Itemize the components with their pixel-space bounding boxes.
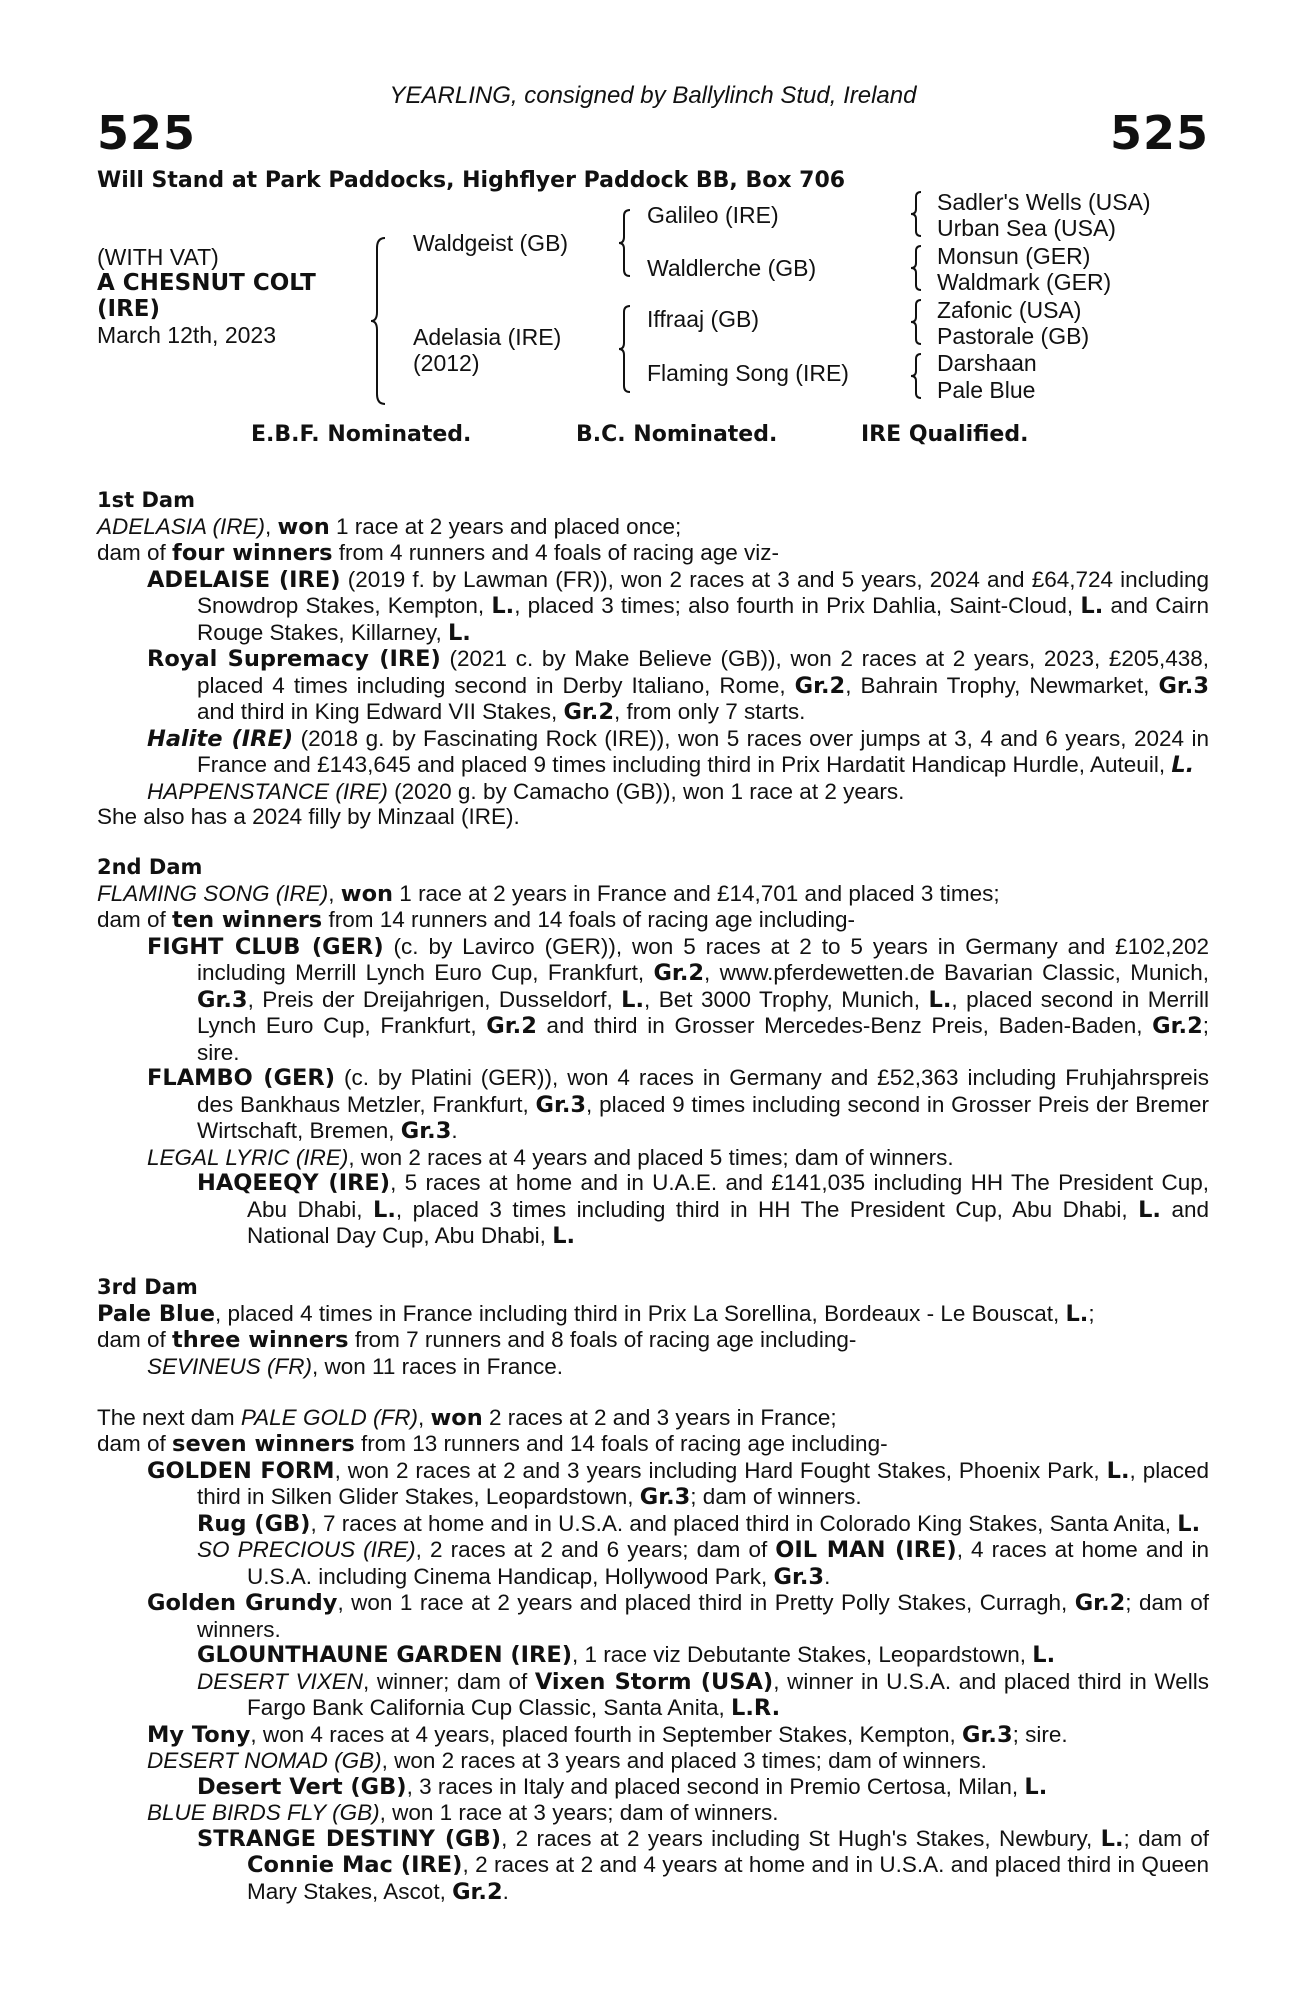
highlighted-text: FLAMING SONG (IRE) xyxy=(97,880,329,906)
highlighted-text: L. xyxy=(447,619,471,646)
record-entry xyxy=(97,1145,1209,1171)
record-text: ; dam of winners. xyxy=(197,1590,1209,1642)
highlighted-text: Gr.2 xyxy=(653,960,705,986)
record-text: , Preis der Dreijahrigen, Dusseldorf, xyxy=(247,986,622,1012)
pedigree-brace xyxy=(617,304,633,394)
record-entry xyxy=(97,934,1209,1066)
record-text: , 2 races at 2 and 6 years; dam of xyxy=(415,1537,776,1562)
pedigree-brace xyxy=(909,190,923,238)
highlighted-text: Gr.3 xyxy=(773,1563,825,1590)
record-entry xyxy=(97,646,1209,726)
consignment-line: YEARLING, consigned by Ballylinch Stud, Ireland xyxy=(389,82,917,109)
record-entry xyxy=(97,1301,1209,1328)
record-text: , xyxy=(264,513,278,539)
record-text: (c. by Platini (GER)), won 4 races in Germany and £52,363 including Fruhjahrspreis des Bankhaus Metzler, Frankfurt, xyxy=(197,1065,1209,1117)
stabling-location: Will Stand at Park Paddocks, Highflyer Paddock BB, Box 706 xyxy=(97,168,846,193)
highlighted-text: Gr.3 xyxy=(962,1721,1013,1748)
record-entry xyxy=(97,1722,1209,1749)
highlighted-text: PALE GOLD (FR) xyxy=(240,1404,418,1430)
bc-nominated: B.C. Nominated. xyxy=(576,422,778,447)
record-text: , 3 races in Italy and placed second in Premio Certosa, Milan, xyxy=(406,1773,1025,1799)
highlighted-text: Golden Grundy xyxy=(147,1590,338,1616)
record-text: , won 4 races at 4 years, placed fourth in September Stakes, Kempton, xyxy=(250,1721,963,1747)
record-entry xyxy=(97,779,1209,805)
highlighted-text: DESERT VIXEN xyxy=(197,1668,364,1694)
ancestor-g4: Waldmark (GER) xyxy=(937,269,1112,295)
record-text: (2019 f. by Lawman (FR)), won 2 races at 3 and 5 years, 2024 and £64,724 including Snowdrop Stakes, Kempton, xyxy=(197,566,1209,618)
record-text: , 1 race viz Debutante Stakes, Leopardstown, xyxy=(572,1642,1033,1667)
highlighted-text: GLOUNTHAUNE GARDEN (IRE) xyxy=(197,1642,572,1668)
ancestor-g1: Sadler's Wells (USA) xyxy=(937,189,1151,215)
section-heading: 2nd Dam xyxy=(97,855,203,879)
record-text: (2020 g. by Camacho (GB)), won 1 race at 2 years. xyxy=(387,778,905,804)
highlighted-text: STRANGE DESTINY (GB) xyxy=(197,1825,502,1852)
lot-number-right: 525 xyxy=(1109,106,1209,160)
record-entry xyxy=(97,1774,1209,1801)
record-entry xyxy=(97,1431,1209,1458)
ancestor-g3: Monsun (GER) xyxy=(937,243,1091,269)
record-entry xyxy=(97,1826,1209,1906)
highlighted-text: Gr.3 xyxy=(535,1091,587,1118)
ancestor-g2: Urban Sea (USA) xyxy=(937,215,1116,241)
highlighted-text: FIGHT CLUB (GER) xyxy=(147,933,384,960)
highlighted-text: three winners xyxy=(172,1327,349,1353)
record-entry xyxy=(97,804,1209,830)
record-entry xyxy=(97,1748,1209,1774)
record-text: from 4 runners and 4 foals of racing age viz- xyxy=(332,540,780,565)
highlighted-text: L. xyxy=(1065,1300,1089,1327)
record-entry xyxy=(97,1405,1209,1432)
record-text: . xyxy=(451,1118,458,1143)
record-entry xyxy=(97,726,1209,779)
record-text: ; dam of xyxy=(1123,1825,1210,1851)
record-entry xyxy=(97,1511,1209,1538)
ebf-nominated: E.B.F. Nominated. xyxy=(251,422,472,447)
highlighted-text: Gr.2 xyxy=(452,1878,503,1905)
highlighted-text: seven winners xyxy=(172,1431,355,1457)
highlighted-text: L.R. xyxy=(731,1695,781,1721)
highlighted-text: L. xyxy=(552,1223,576,1249)
highlighted-text: HAQEEQY (IRE) xyxy=(197,1170,391,1196)
record-entry xyxy=(97,1669,1209,1722)
highlighted-text: L. xyxy=(1100,1825,1124,1852)
record-text: . xyxy=(502,1878,509,1904)
catalogue-page xyxy=(97,80,1209,1905)
record-text: , won 2 races at 2 and 3 years including Hard Fought Stakes, Phoenix Park, xyxy=(334,1457,1107,1483)
ancestor-g5: Zafonic (USA) xyxy=(937,297,1082,323)
record-text: , placed 9 times including second in Grosser Preis der Bremer Wirtschaft, Bremen, xyxy=(197,1091,1209,1143)
record-text: . xyxy=(824,1563,831,1589)
record-entry xyxy=(97,1170,1209,1250)
dam-name: Adelasia (IRE) xyxy=(413,324,562,350)
highlighted-text: L. xyxy=(1032,1642,1056,1668)
highlighted-text: Connie Mac (IRE) xyxy=(247,1852,463,1878)
highlighted-text: L. xyxy=(621,986,645,1013)
highlighted-text: LEGAL LYRIC (IRE) xyxy=(147,1144,349,1170)
highlighted-text: L. xyxy=(1171,752,1195,778)
highlighted-text: Vixen Storm (USA) xyxy=(534,1668,774,1695)
highlighted-text: SO PRECIOUS (IRE) xyxy=(197,1537,416,1562)
record-text: , placed third in Silken Glider Stakes, Leopardstown, xyxy=(197,1457,1210,1509)
dam-dam: Flaming Song (IRE) xyxy=(647,360,849,386)
highlighted-text: FLAMBO (GER) xyxy=(147,1065,336,1091)
sire-sire: Galileo (IRE) xyxy=(647,202,779,228)
record-text: dam of xyxy=(97,907,173,932)
highlighted-text: OIL MAN (IRE) xyxy=(775,1537,957,1563)
nominations-row xyxy=(97,422,1209,484)
highlighted-text: HAPPENSTANCE (IRE) xyxy=(147,778,388,804)
record-entry xyxy=(97,907,1209,934)
record-entry xyxy=(97,1537,1209,1590)
record-entry xyxy=(97,1590,1209,1642)
record-text: dam of xyxy=(97,1327,173,1352)
highlighted-text: Gr.2 xyxy=(563,699,615,725)
highlighted-text: L. xyxy=(491,593,515,619)
pedigree-brace xyxy=(909,352,923,400)
highlighted-text: L. xyxy=(1080,593,1104,619)
vat-note: (WITH VAT) xyxy=(97,244,219,270)
highlighted-text: ADELAISE (IRE) xyxy=(147,566,341,593)
lot-number-row xyxy=(97,106,1209,166)
produce-record xyxy=(97,488,1209,1905)
record-entry xyxy=(97,881,1209,908)
highlighted-text: GOLDEN FORM xyxy=(147,1457,335,1484)
record-text: , won 1 race at 3 years; dam of winners. xyxy=(379,1800,779,1825)
highlighted-text: ten winners xyxy=(172,907,323,933)
highlighted-text: Gr.3 xyxy=(400,1118,452,1144)
highlighted-text: DESERT NOMAD (GB) xyxy=(147,1748,382,1773)
highlighted-text: won xyxy=(340,880,394,907)
record-text: , xyxy=(328,880,341,906)
record-entry xyxy=(97,1642,1209,1669)
pedigree-brace xyxy=(617,208,633,278)
highlighted-text: Rug (GB) xyxy=(197,1510,311,1537)
record-text: , 5 races at home and in U.A.E. and £141,035 including HH The President Cup, Abu Dhabi, xyxy=(247,1170,1209,1222)
ire-qualified: IRE Qualified. xyxy=(861,422,1029,447)
highlighted-text: Royal Supremacy (IRE) xyxy=(147,646,441,672)
record-text: 1 race at 2 years in France and £14,701 and placed 3 times; xyxy=(393,880,1000,906)
record-text: from 13 runners and 14 foals of racing age including- xyxy=(354,1431,888,1456)
highlighted-text: Pale Blue xyxy=(97,1300,216,1327)
record-text: (c. by Lavirco (GER)), won 5 races at 2 to 5 years in Germany and £102,202 including Merrill Lynch Euro Cup, Frankfurt, xyxy=(197,933,1209,985)
record-text: , Bahrain Trophy, Newmarket, xyxy=(845,672,1159,698)
record-text: 1 race at 2 years and placed once; xyxy=(329,513,682,539)
dam-section xyxy=(97,1379,1209,1905)
highlighted-text: ADELASIA (IRE) xyxy=(97,513,265,539)
record-text: , won 11 races in France. xyxy=(312,1353,563,1379)
record-entry xyxy=(97,514,1209,541)
record-text: ; xyxy=(1088,1300,1095,1326)
record-text: , from only 7 starts. xyxy=(614,699,806,724)
dam-section xyxy=(97,830,1209,1250)
dam-section xyxy=(97,1250,1209,1380)
record-text: dam of xyxy=(97,540,173,565)
record-text: and National Day Cup, Abu Dhabi, xyxy=(247,1196,1209,1248)
record-text: dam of xyxy=(97,1431,173,1456)
highlighted-text: Gr.2 xyxy=(486,1013,537,1039)
record-text: , 2 races at 2 years including St Hugh's Stakes, Newbury, xyxy=(501,1825,1101,1851)
record-text: from 14 runners and 14 foals of racing age including- xyxy=(322,907,856,932)
dam-section xyxy=(97,488,1209,830)
highlighted-text: L. xyxy=(1138,1196,1161,1223)
record-text: ; dam of winners. xyxy=(690,1484,862,1509)
record-entry xyxy=(97,1800,1209,1826)
sire-dam: Waldlerche (GB) xyxy=(647,255,817,281)
record-text: , 2 races at 2 and 4 years at home and in U.S.A. and placed third in Queen Mary Stakes, Ascot, xyxy=(247,1852,1209,1904)
pedigree-brace xyxy=(369,236,389,406)
record-text: , 7 races at home and in U.S.A. and placed third in Colorado King Stakes, Santa Anita, xyxy=(310,1510,1178,1536)
ancestor-g6: Pastorale (GB) xyxy=(937,323,1090,349)
highlighted-text: Halite (IRE) xyxy=(147,725,294,752)
highlighted-text: L. xyxy=(373,1196,396,1223)
record-text: , winner; dam of xyxy=(363,1668,535,1694)
record-text: and third in King Edward VII Stakes, xyxy=(197,699,564,724)
record-text: , won 2 races at 3 years and placed 3 times; dam of winners. xyxy=(381,1748,987,1773)
pedigree-brace xyxy=(909,298,923,346)
highlighted-text: My Tony xyxy=(147,1721,251,1748)
highlighted-text: L. xyxy=(1024,1773,1048,1800)
section-heading: 1st Dam xyxy=(97,488,195,512)
dam-sire: Iffraaj (GB) xyxy=(647,306,760,332)
record-text: , Bet 3000 Trophy, Munich, xyxy=(644,986,929,1012)
highlighted-text: Gr.2 xyxy=(794,672,846,699)
highlighted-text: SEVINEUS (FR) xyxy=(147,1353,313,1379)
highlighted-text: four winners xyxy=(172,540,333,566)
record-text: 2 races at 2 and 3 years in France; xyxy=(482,1404,837,1430)
record-text: ; sire. xyxy=(1012,1721,1068,1747)
record-text: The next dam xyxy=(97,1404,241,1430)
highlighted-text: won xyxy=(277,513,330,540)
record-text: (2018 g. by Fascinating Rock (IRE)), won 5 races over jumps at 3, 4 and 6 years, 2024 in France and £143,645 and placed 9 times including third in Prix Hardatit Handicap Hurdle, Auteuil, xyxy=(197,725,1210,777)
record-entry xyxy=(97,1354,1209,1380)
sire-name: Waldgeist (GB) xyxy=(413,230,569,256)
highlighted-text: Desert Vert (GB) xyxy=(197,1773,407,1800)
highlighted-text: Gr.3 xyxy=(1158,672,1210,699)
record-text: (2021 c. by Make Believe (GB)), won 2 races at 2 years, 2023, £205,438, placed 4 times including second in Derby Italiano, Rome, xyxy=(197,646,1209,698)
foaling-date: March 12th, 2023 xyxy=(97,322,277,348)
record-text: , won 1 race at 2 years and placed third in Pretty Polly Stakes, Curragh, xyxy=(337,1590,1075,1615)
record-text: , placed 3 times including third in HH The President Cup, Abu Dhabi, xyxy=(395,1196,1139,1222)
record-text: , placed second in Merrill Lynch Euro Cup, Frankfurt, xyxy=(197,986,1209,1038)
record-entry xyxy=(97,567,1209,647)
highlighted-text: L. xyxy=(928,986,952,1013)
highlighted-text: BLUE BIRDS FLY (GB) xyxy=(147,1800,380,1825)
highlighted-text: L. xyxy=(1177,1510,1201,1537)
record-text: , www.pferdewetten.de Bavarian Classic, Munich, xyxy=(704,960,1210,985)
pedigree-brace xyxy=(909,244,923,292)
lot-title-country: (IRE) xyxy=(97,296,161,322)
highlighted-text: Gr.2 xyxy=(1152,1013,1203,1039)
highlighted-text: Gr.3 xyxy=(639,1484,691,1510)
highlighted-text: won xyxy=(430,1404,483,1431)
dam-year: (2012) xyxy=(413,350,480,376)
record-entry xyxy=(97,540,1209,567)
record-text: , placed 3 times; also fourth in Prix Dahlia, Saint-Cloud, xyxy=(514,593,1081,618)
ancestor-g8: Pale Blue xyxy=(937,377,1036,403)
lot-number-left: 525 xyxy=(97,106,197,160)
record-text: , won 2 races at 4 years and placed 5 times; dam of winners. xyxy=(348,1144,954,1170)
record-text: and third in Grosser Mercedes-Benz Preis, Baden-Baden, xyxy=(536,1013,1153,1038)
record-entry xyxy=(97,1065,1209,1145)
record-entry xyxy=(97,1458,1209,1511)
record-text: and Cairn Rouge Stakes, Killarney, xyxy=(197,593,1210,645)
record-text: She also has a 2024 filly by Minzaal (IRE). xyxy=(97,804,520,829)
pedigree-table xyxy=(97,189,1209,428)
section-heading: 3rd Dam xyxy=(97,1275,198,1299)
record-text: from 7 runners and 8 foals of racing age including- xyxy=(348,1327,857,1352)
highlighted-text: Gr.3 xyxy=(197,986,248,1013)
lot-title: A CHESNUT COLT xyxy=(97,270,316,296)
highlighted-text: L. xyxy=(1106,1457,1130,1484)
record-text: , 4 races at home and in U.S.A. including Cinema Handicap, Hollywood Park, xyxy=(247,1537,1209,1589)
record-entry xyxy=(97,1327,1209,1354)
record-text: , xyxy=(417,1404,431,1430)
record-text: , placed 4 times in France including third in Prix La Sorellina, Bordeaux - Le Bouscat, xyxy=(215,1300,1066,1326)
record-text: ; sire. xyxy=(197,1013,1209,1065)
ancestor-g7: Darshaan xyxy=(937,350,1037,376)
highlighted-text: Gr.2 xyxy=(1074,1590,1126,1616)
record-text: , winner in U.S.A. and placed third in Wells Fargo Bank California Cup Classic, Santa Anita, xyxy=(247,1668,1209,1720)
